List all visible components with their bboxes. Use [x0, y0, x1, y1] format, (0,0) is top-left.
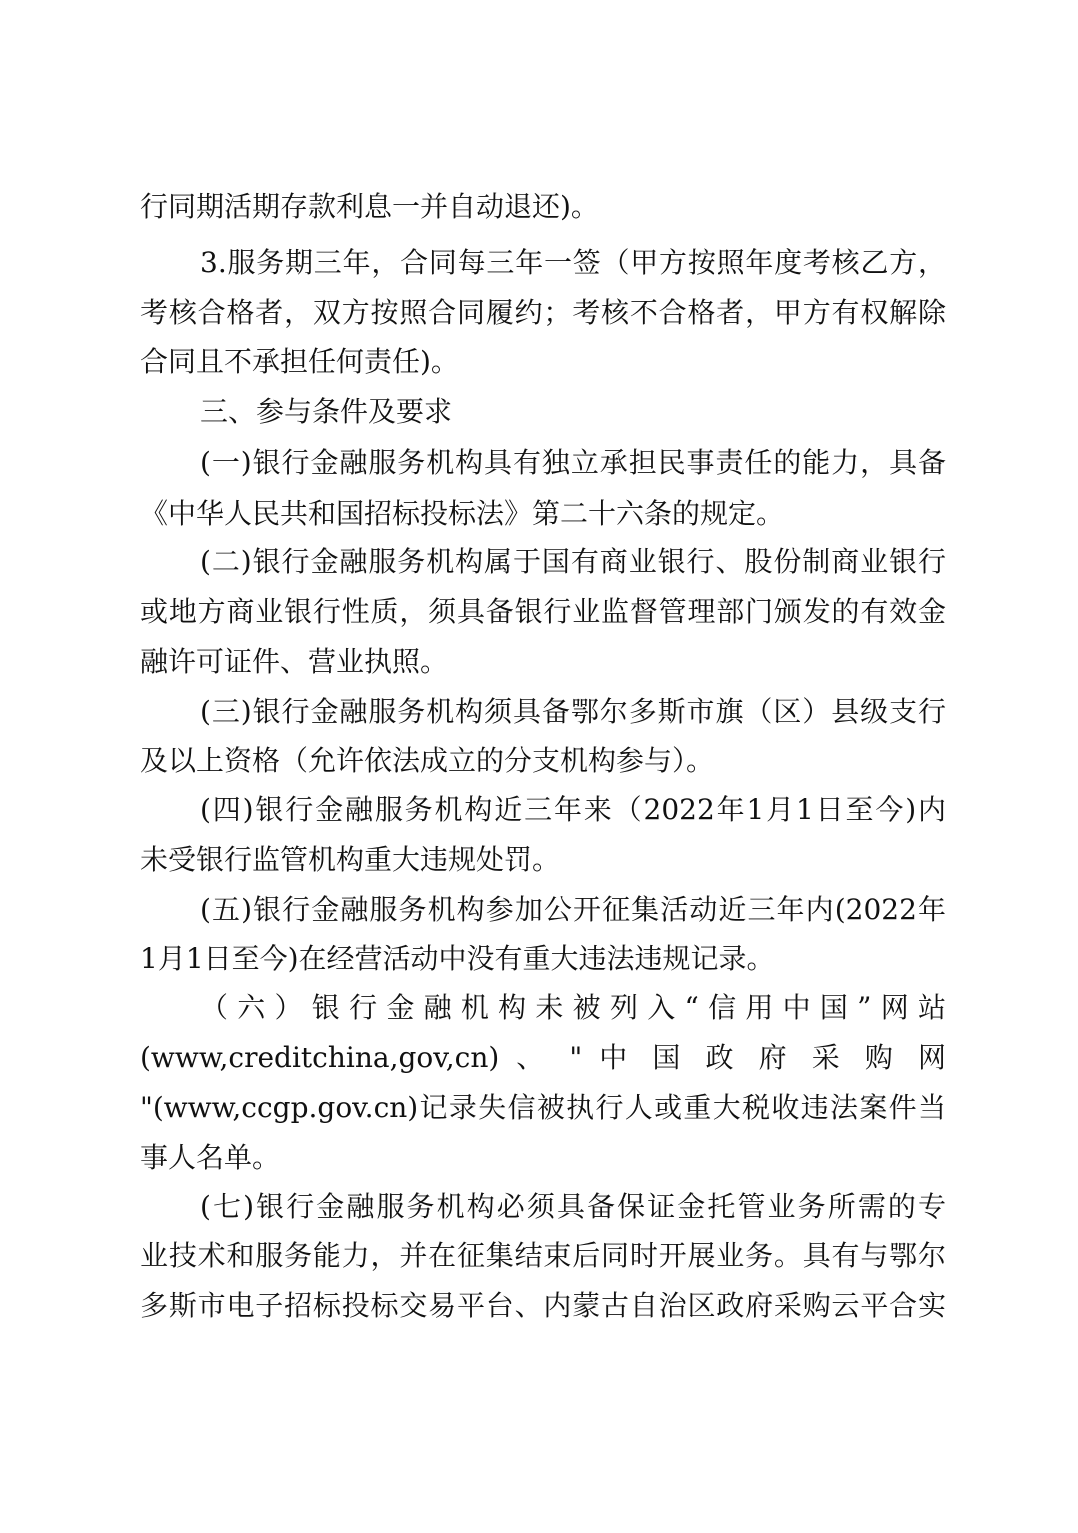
text-line: 《中华人民共和国招标投标法》第二十六条的规定。	[140, 497, 785, 530]
text-line: (二)银行金融服务机构属于国有商业银行、股份制商业银行	[200, 545, 946, 578]
text-line: 考核合格者，双方按照合同履约；考核不合格者，甲方有权解除	[140, 296, 946, 329]
text-line: 多斯市电子招标投标交易平台、内蒙古自治区政府采购云平合实	[140, 1289, 946, 1322]
section-heading: 三、参与条件及要求	[200, 395, 453, 428]
text-line: 合同且不承担任何责任)。	[140, 345, 459, 378]
text-line: 事人名单。	[140, 1141, 281, 1174]
text-line: (www,creditchina,gov,cn) 、 " 中 国 政 府 采 购 网	[140, 1041, 946, 1074]
text-line: 或地方商业银行性质，须具备银行业监督管理部门颁发的有效金	[140, 595, 946, 628]
text-line: 融许可证件、营业执照。	[140, 645, 449, 678]
text-line: 业技术和服务能力，并在征集结束后同时开展业务。具有与鄂尔	[140, 1239, 946, 1272]
text-line: (四)银行金融服务机构近三年来（2022年1月1日至今)内	[200, 793, 946, 826]
text-line: （六）银行金融机构未被列入“信用中国”网站	[200, 991, 946, 1024]
text-line: 行同期活期存款利息一并自动退还)。	[140, 190, 599, 223]
text-line: (一)银行金融服务机构具有独立承担民事责任的能力，具备	[200, 446, 946, 479]
text-line: (五)银行金融服务机构参加公开征集活动近三年内(2022年	[200, 893, 946, 926]
text-line: "(www,ccgp.gov.cn)记录失信被执行人或重大税收违法案件当	[140, 1091, 946, 1124]
text-line: 未受银行监管机构重大违规处罚。	[140, 843, 561, 876]
text-line: 1月1日至今)在经营活动中没有重大违法违规记录。	[140, 942, 775, 975]
text-line: (三)银行金融服务机构须具备鄂尔多斯市旗（区）县级支行	[200, 695, 946, 728]
text-line: 及以上资格（允许依法成立的分支机构参与）。	[140, 744, 715, 777]
text-line: 3.服务期三年，合同每三年一签（甲方按照年度考核乙方，	[200, 246, 946, 279]
text-line: (七)银行金融服务机构必须具备保证金托管业务所需的专	[200, 1190, 946, 1223]
